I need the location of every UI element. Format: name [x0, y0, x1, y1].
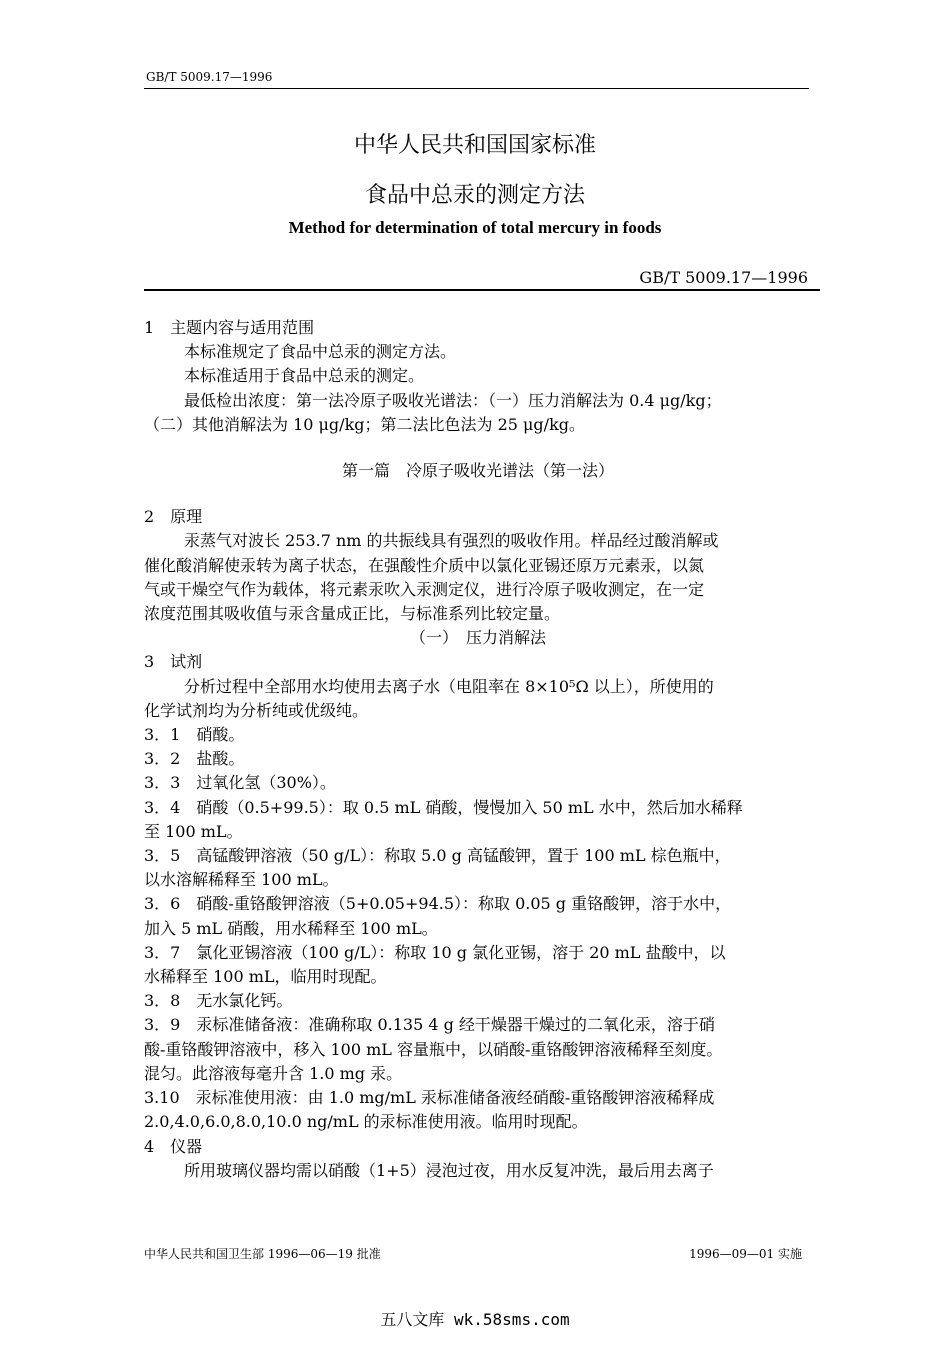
header-standard-code: GB/T 5009.17—1996 — [146, 70, 273, 84]
list-item: 混匀。此溶液每毫升含 1.0 mg 汞。 — [144, 1063, 403, 1083]
list-item: 3．5 高锰酸钾溶液（50 g/L）：称取 5.0 g 高锰酸钾，置于 100 mL 棕色瓶中， — [144, 846, 731, 866]
paragraph: （二）其他消解法为 10 μg/kg；第二法比色法为 25 μg/kg。 — [144, 414, 586, 434]
list-item: 3．1 硝酸。 — [144, 725, 245, 745]
footer-effective-date: 1996—09—01 实施 — [689, 1247, 802, 1261]
list-item: 3．7 氯化亚锡溶液（100 g/L）：称取 10 g 氯化亚锡，溶于 20 mL 盐酸中，以 — [144, 942, 726, 962]
title-rule — [144, 289, 820, 291]
list-item: 3．2 盐酸。 — [144, 749, 245, 769]
paragraph: 浓度范围其吸收值与汞含量成正比，与标准系列比较定量。 — [144, 604, 561, 624]
list-item: 水稀释至 100 mL，临用时现配。 — [144, 967, 387, 987]
list-item: 3．6 硝酸-重铬酸钾溶液（5+0.05+94.5）：称取 0.05 g 重铬酸钾，溶于水中， — [144, 894, 732, 914]
list-item: 3．8 无水氯化钙。 — [144, 991, 293, 1011]
paragraph: 化学试剂均为分析纯或优级纯。 — [144, 700, 369, 720]
section-heading: 1 主题内容与适用范围 — [144, 318, 315, 337]
section-heading: 3 试剂 — [144, 652, 203, 672]
paragraph: 汞蒸气对波长 253.7 nm 的共振线具有强烈的吸收作用。样品经过酸消解或 — [184, 531, 719, 551]
paragraph: 本标准规定了食品中总汞的测定方法。 — [184, 342, 457, 362]
section-heading: 2 原理 — [144, 507, 203, 527]
document-body — [144, 316, 812, 1183]
paragraph: 分析过程中全部用水均使用去离子水（电阻率在 8×10⁵Ω 以上），所使用的 — [184, 676, 714, 696]
list-item: 3．3 过氧化氢（30%）。 — [144, 773, 336, 793]
document-title-en: Method for determination of total mercury in foods — [288, 218, 662, 237]
list-item: 至 100 mL。 — [144, 821, 243, 841]
paragraph: 所用玻璃仪器均需以硝酸（1+5）浸泡过夜，用水反复冲洗，最后用去离子 — [184, 1160, 714, 1180]
standard-number: GB/T 5009.17—1996 — [639, 268, 808, 287]
part-heading: 第一篇 冷原子吸收光谱法（第一法） — [341, 461, 614, 481]
paragraph: 本标准适用于食品中总汞的测定。 — [184, 366, 425, 386]
list-item: 加入 5 mL 硝酸，用水稀释至 100 mL。 — [144, 918, 438, 938]
paragraph: 催化酸消解使汞转为离子状态，在强酸性介质中以氯化亚锡还原万元素汞，以氮 — [144, 555, 705, 575]
section-heading: 4 仪器 — [144, 1136, 203, 1156]
watermark: 五八文库 wk.58sms.com — [380, 1310, 570, 1329]
list-item: 2.0,4.0,6.0,8.0,10.0 ng/mL 的汞标准使用液。临用时现配。 — [144, 1112, 588, 1132]
list-item: 3．9 汞标准储备液：准确称取 0.135 4 g 经干燥器干燥过的二氧化汞，溶于硝 — [144, 1015, 715, 1035]
footer-approval: 中华人民共和国卫生部 1996—06—19 批准 — [144, 1247, 381, 1261]
subsection-heading: （一） 压力消解法 — [409, 628, 546, 648]
list-item: 3.10 汞标准使用液：由 1.0 mg/mL 汞标准储备液经硝酸-重铬酸钾溶液稀释成 — [144, 1088, 715, 1108]
header-rule — [144, 88, 809, 89]
paragraph: 最低检出浓度：第一法冷原子吸收光谱法：（一）压力消解法为 0.4 μg/kg； — [184, 390, 722, 410]
list-item: 以水溶解稀释至 100 mL。 — [144, 870, 339, 890]
list-item: 3．4 硝酸（0.5+99.5）：取 0.5 mL 硝酸，慢慢加入 50 mL 水中，然后加水稀释 — [144, 797, 743, 817]
list-item: 酸-重铬酸钾溶液中，移入 100 mL 容量瓶中，以硝酸-重铬酸钾溶液稀释至刻度。 — [144, 1039, 723, 1059]
document-subtitle-cn: 食品中总汞的测定方法 — [364, 183, 585, 208]
paragraph: 气或干燥空气作为载体，将元素汞吹入汞测定仪，进行冷原子吸收测定，在一定 — [144, 579, 705, 599]
document-title-cn: 中华人民共和国国家标准 — [353, 133, 596, 158]
